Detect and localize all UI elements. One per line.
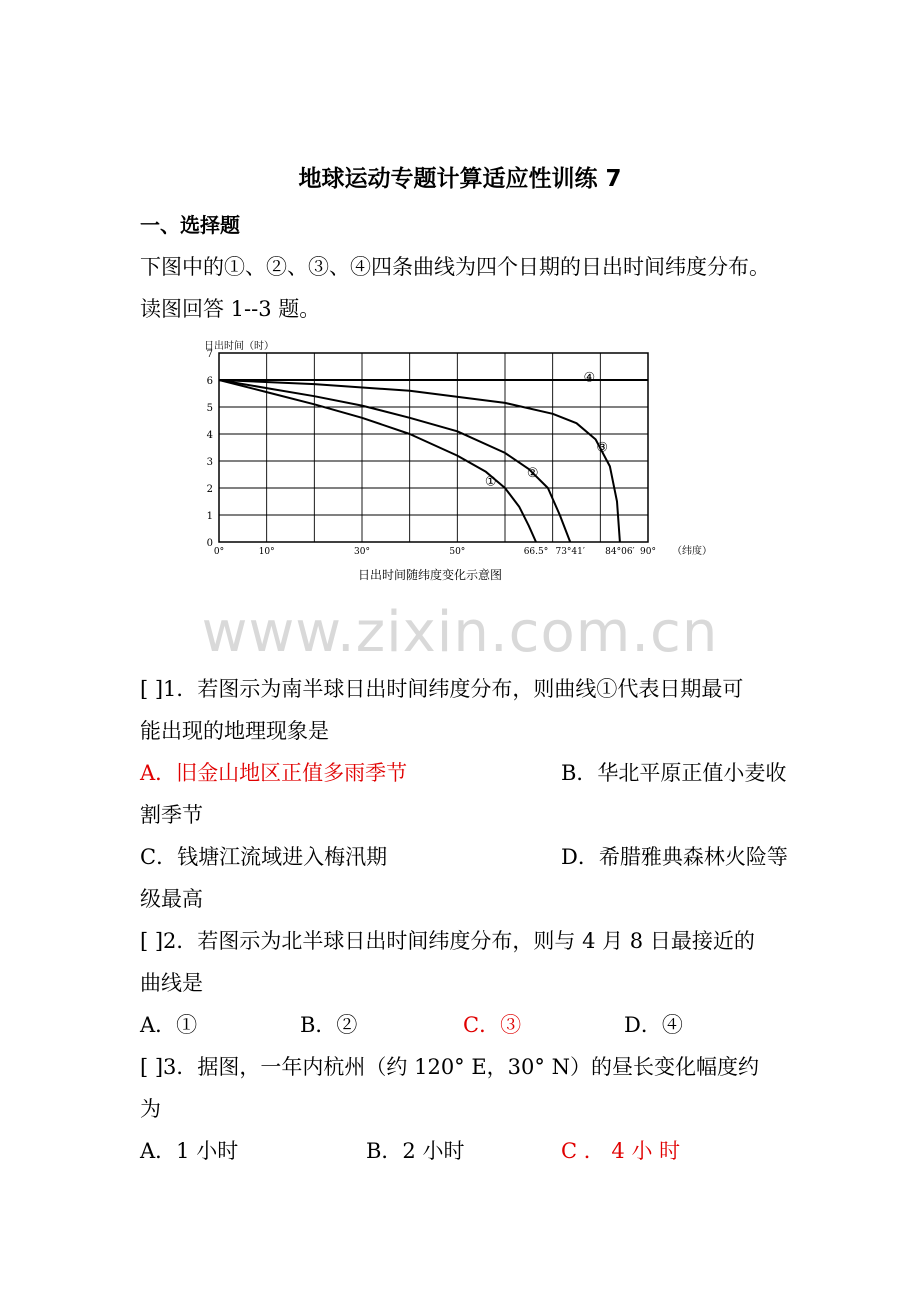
q3-option-b: B．2 小时: [366, 1139, 465, 1163]
chart-caption: 日出时间随纬度变化示意图: [357, 568, 502, 582]
y-tick-label: 0: [206, 538, 213, 549]
y-tick-label: 3: [206, 457, 213, 468]
q1-option-c: C．钱塘江流域进入梅汛期: [140, 845, 388, 869]
x-tick-label: 90°: [640, 547, 656, 557]
q2-option-b: B．②: [300, 1013, 358, 1037]
y-tick-label: 2: [206, 484, 213, 495]
q2-option-a: A．①: [140, 1013, 198, 1037]
series-label: ②: [526, 466, 539, 482]
x-tick-label: 30°: [354, 547, 370, 557]
q1-option-d: D．希腊雅典森林火险等: [561, 845, 788, 869]
q2-option-d: D．④: [624, 1013, 683, 1037]
q2-stem-cont: 曲线是: [140, 971, 203, 995]
sunrise-latitude-chart: [0, 0, 920, 570]
y-tick-label: 5: [206, 403, 213, 414]
intro-line-1: 下图中的①、②、③、④四条曲线为四个日期的日出时间纬度分布。: [140, 255, 770, 279]
x-tick-label: 10°: [258, 547, 275, 557]
x-tick-label: 73°41′: [555, 547, 585, 557]
x-tick-label: 66.5°: [523, 547, 549, 557]
q1-option-b: B．华北平原正值小麦收: [561, 761, 787, 785]
page-title: 地球运动专题计算适应性训练 7: [298, 166, 622, 192]
q1-option-d-cont: 级最高: [140, 887, 203, 911]
watermark: www.zixin.com.cn: [201, 600, 719, 665]
x-tick-label: 84°06′: [605, 547, 635, 557]
q2-stem: [ ]2．若图示为北半球日出时间纬度分布，则与 4 月 8 日最接近的: [140, 929, 755, 953]
y-tick-label: 6: [206, 376, 213, 387]
q3-stem-cont: 为: [140, 1097, 161, 1121]
q3-option-a: A．1 小时: [140, 1139, 239, 1163]
q1-option-b-cont: 割季节: [140, 803, 203, 827]
x-tick-label: 0°: [213, 547, 225, 557]
q1-stem: [ ]1．若图示为南半球日出时间纬度分布，则曲线①代表日期最可: [140, 677, 744, 701]
series-label: ①: [484, 474, 497, 490]
intro-line-2: 读图回答 1--3 题。: [140, 297, 321, 321]
y-tick-label: 1: [206, 511, 213, 522]
q3-stem: [ ]3．据图，一年内杭州（约 120° E，30° N）的昼长变化幅度约: [140, 1055, 759, 1079]
y-tick-label: 7: [206, 349, 213, 360]
series-label: ④: [583, 370, 596, 386]
y-axis-label: 日出时间（时）: [204, 341, 274, 352]
q3-option-c: C ． 4 小 时: [561, 1139, 681, 1163]
x-axis-label: （纬度）: [672, 546, 712, 557]
series-label: ③: [596, 440, 609, 456]
x-tick-label: 50°: [449, 547, 466, 557]
section-heading: 一、选择题: [140, 213, 240, 237]
y-tick-label: 4: [206, 430, 213, 441]
q1-option-a: A．旧金山地区正值多雨季节: [140, 761, 408, 785]
q1-stem-cont: 能出现的地理现象是: [140, 719, 329, 743]
q2-option-c: C．③: [463, 1013, 522, 1037]
